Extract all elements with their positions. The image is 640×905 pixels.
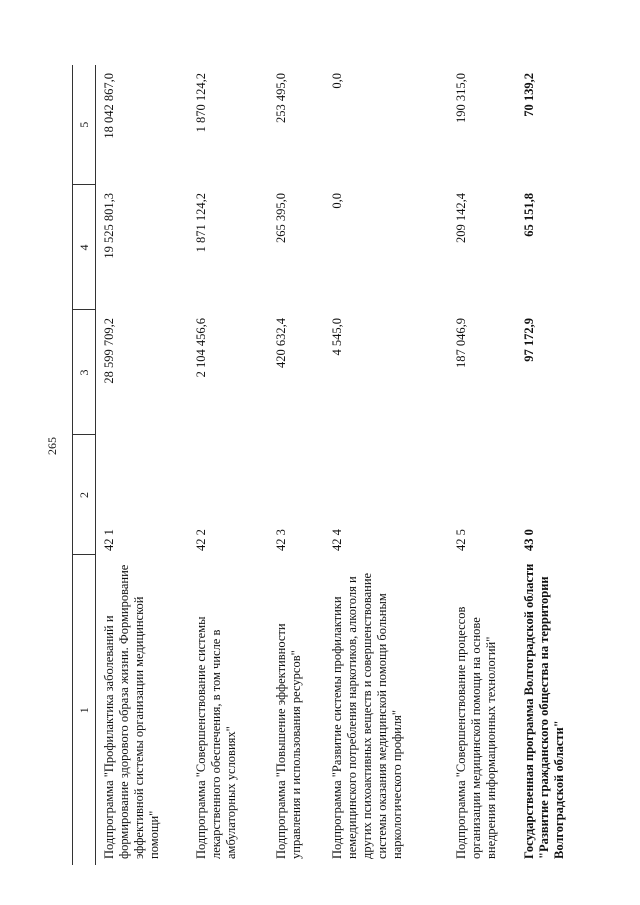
program-code: 42 2	[193, 529, 208, 551]
program-code: 43 0	[521, 529, 536, 551]
table-row	[324, 65, 448, 865]
subprogram-name: Подпрограмма "Совершенствование процессов организации медицинской помощи на основе внедрения информационных технологий"	[453, 606, 498, 859]
column-header-5: 5	[73, 65, 96, 185]
total-col5: 70 139,2	[521, 73, 536, 117]
amount-col3: 187 046,9	[453, 318, 468, 368]
column-header-1: 1	[73, 555, 96, 865]
program-code: 42 3	[273, 529, 288, 551]
total-col4: 65 151,8	[521, 193, 536, 237]
total-row	[516, 65, 579, 865]
rotated-table-frame	[72, 65, 578, 865]
amount-col4: 0,0	[329, 193, 344, 209]
subprogram-name: Подпрограмма "Повышение эффективности управления и использования ресурсов"	[273, 623, 303, 859]
amount-col3: 420 632,4	[273, 318, 288, 368]
amount-col4: 209 142,4	[453, 193, 468, 243]
amount-col3: 28 599 709,2	[102, 318, 116, 384]
amount-col5: 253 495,0	[273, 73, 288, 123]
table-row	[188, 65, 268, 865]
column-header-4: 4	[73, 185, 96, 310]
table-row	[96, 65, 188, 865]
amount-col4: 265 395,0	[273, 193, 288, 243]
page-number: 265	[45, 437, 59, 455]
budget-table	[72, 65, 578, 865]
amount-col4: 19 525 801,3	[102, 193, 116, 259]
table-row	[448, 65, 516, 865]
amount-col4: 1 871 124,2	[193, 193, 208, 253]
subprogram-name: Подпрограмма "Профилактика заболеваний и формирование здорового образа жизни. Формирование эффективной системы организации медицинской помощи"	[102, 564, 161, 859]
table-header-row	[73, 65, 96, 865]
program-code: 42 4	[329, 529, 344, 551]
program-code: 42 5	[453, 529, 468, 551]
column-header-2: 2	[73, 435, 96, 555]
amount-col3: 4 545,0	[329, 318, 344, 356]
total-col3: 97 172,9	[521, 318, 536, 362]
column-header-3: 3	[73, 310, 96, 435]
table-row	[268, 65, 324, 865]
amount-col5: 1 870 124,2	[193, 73, 208, 133]
amount-col5: 18 042 867,0	[102, 73, 116, 139]
program-code: 42 1	[102, 529, 116, 551]
program-name: Государственная программа Волгоградской области "Развитие гражданского общества на территории Волгоградской области"	[521, 563, 566, 859]
amount-col5: 0,0	[329, 73, 344, 89]
amount-col5: 190 315,0	[453, 73, 468, 123]
subprogram-name: Подпрограмма "Совершенствование системы лекарственного обеспечения, в том числе в амбулаторных условиях"	[193, 616, 238, 859]
amount-col3: 2 104 456,6	[193, 318, 208, 378]
subprogram-name: Подпрограмма "Развитие системы профилактики немедицинского потребления наркотиков, алкоголя и других психоактивных веществ и совершенствование системы оказания медицинской помощи больным наркологического профиля"	[329, 572, 404, 859]
